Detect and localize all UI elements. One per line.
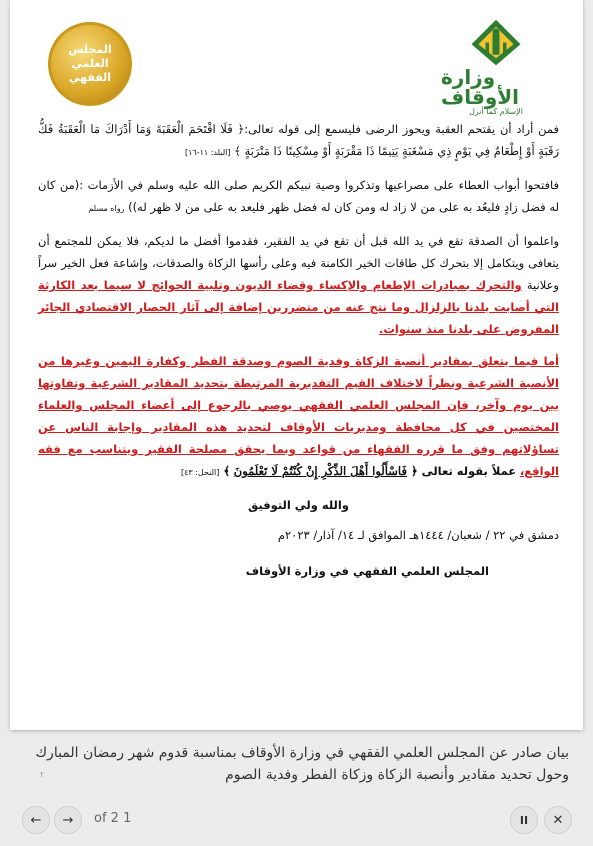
paragraph-text: فافتحوا أبواب العطاء على مصراعيها وتذكروا وصية نبيكم الكريم صلى الله عليه وسلم في الأزمات :(من كان له فضل زادٍ فليعُد به على من لا زاد له ومن كان له فضل ظهر فليعد به على من لا ظهر له)) [38,178,559,214]
paragraph-text: عملاً بقوله تعالى ﴿ [406,464,517,478]
council-logo-line: المجلس [68,43,112,57]
council-logo-line: الفقهي [68,70,112,84]
verse-reference: [البلد: ١١-١٦] [184,148,231,157]
closing-phrase: والله ولي التوفيق [248,498,349,512]
paragraph-text: فمن أراد أن يقتحم العقبة ويحوز الرضى فليسمع إلى قوله تعالى:﴿ [237,122,560,136]
paragraph-1 [38,118,559,164]
scientific-council-logo [48,22,132,106]
arrow-left-icon: ← [30,812,42,828]
issue-date: دمشق في ٢٢ / شعبان/ ١٤٤٤هـ الموافق لـ ١٤/ آذار/ ٢٠٢٣م [277,528,559,542]
verse-reference: [النحل: ٤٣] [180,468,220,477]
highlighted-text: والتحرك بمبادرات الإطعام والإكساء وقضاء الديون وتلبية الحوائج لا سيما بعد الكارثة التي أصابت بلدنا بالزلزال وما نتج عنه من متضررين إضافة إلى آثار الحصار الاقتصادي الجائر المفروض على بلدنا منذ سنوات. [38,278,559,336]
paragraph-4 [38,350,559,484]
mosque-icon [464,18,528,67]
arrow-right-icon: → [62,812,74,828]
document-page [10,0,583,730]
page-marker: ٢ [40,770,45,779]
quran-verse: فَلَا اقْتَحَمَ الْعَقَبَةَ وَمَا أَدْرَاكَ مَا الْعَقَبَةُ فَكُّ رَقَبَةٍ أَوْ إِطْعَامٌ فِي يَوْمٍ ذِي مَسْغَبَةٍ يَتِيمًا ذَا مَقْرَبَةٍ أَوْ مِسْكِينًا ذَا مَتْرَبَةٍ [38,122,559,158]
page-counter: of 2 1 [94,811,132,826]
statement-body [38,118,559,582]
ministry-logo [441,18,551,116]
quran-verse: فَاسْأَلُوا أَهْلَ الذِّكْرِ إِنْ كُنْتُمْ لَا تَعْلَمُونَ [233,464,407,478]
next-page-button[interactable] [54,806,82,834]
paragraph-text: واعلموا أن الصدقة تقع في يد الله قبل أن تقع في يد الفقير، فقدموا أفضل ما لديكم، فلا يمكن للمجتمع أن يتعافى ويتكامل إلا بتحرك كل طاقات الخير الكامنة فيه وعلى رأسها الزكاة والصدقات، وإشاعة فعل الخير سراً وعلانية [38,234,559,292]
viewer-toolbar [0,806,593,836]
pause-icon: II [519,813,529,827]
document-caption: بيان صادر عن المجلس العلمي الفقهي في وزارة الأوقاف بمناسبة قدوم شهر رمضان المبارك وحول تحديد مقادير وأنصبة الزكاة وزكاة الفطر وفدية الصوم [35,745,569,783]
verse-close: ﴾ [234,144,241,158]
previous-page-button[interactable] [22,806,50,834]
ministry-name: وزارة الأوقاف [441,65,520,109]
ministry-tagline: الإسلام كما أنزل [469,107,523,116]
close-icon: ✕ [552,812,564,828]
verse-close: ﴾ [219,464,231,478]
close-button[interactable] [544,806,572,834]
signature: المجلس العلمي الفقهي في وزارة الأوقاف [245,564,489,578]
hadith-reference: رواه مسلم [88,204,125,213]
council-logo-line: العلمي [71,57,109,71]
highlighted-text: أما فيما يتعلق بمقادير أنصبة الزكاة وفدية الصوم وصدقة الفطر وكفارة اليمين وغيرها من الأنصبة الشرعية ونظراً لاختلاف القيم التقديرية المرتبطة بتحديد المقادير الشرعية وتفاوتها بين يوم وآخر، فإن المجلس العلمي الفقهي يوصي بالرجوع إلى أعضاء المجلس والعلماء المختصين في كل محافظة ومديريات الأوقاف لتحديد هذه المقادير وإجابة الناس عن تساؤلاتهم وفق ما قرره الفقهاء من قواعد وبما يحقق مصلحة الفقير ويتناسب مع فقه الواقع، [38,354,559,478]
pause-button[interactable] [510,806,538,834]
paragraph-2 [38,174,559,220]
paragraph-3 [38,230,559,340]
